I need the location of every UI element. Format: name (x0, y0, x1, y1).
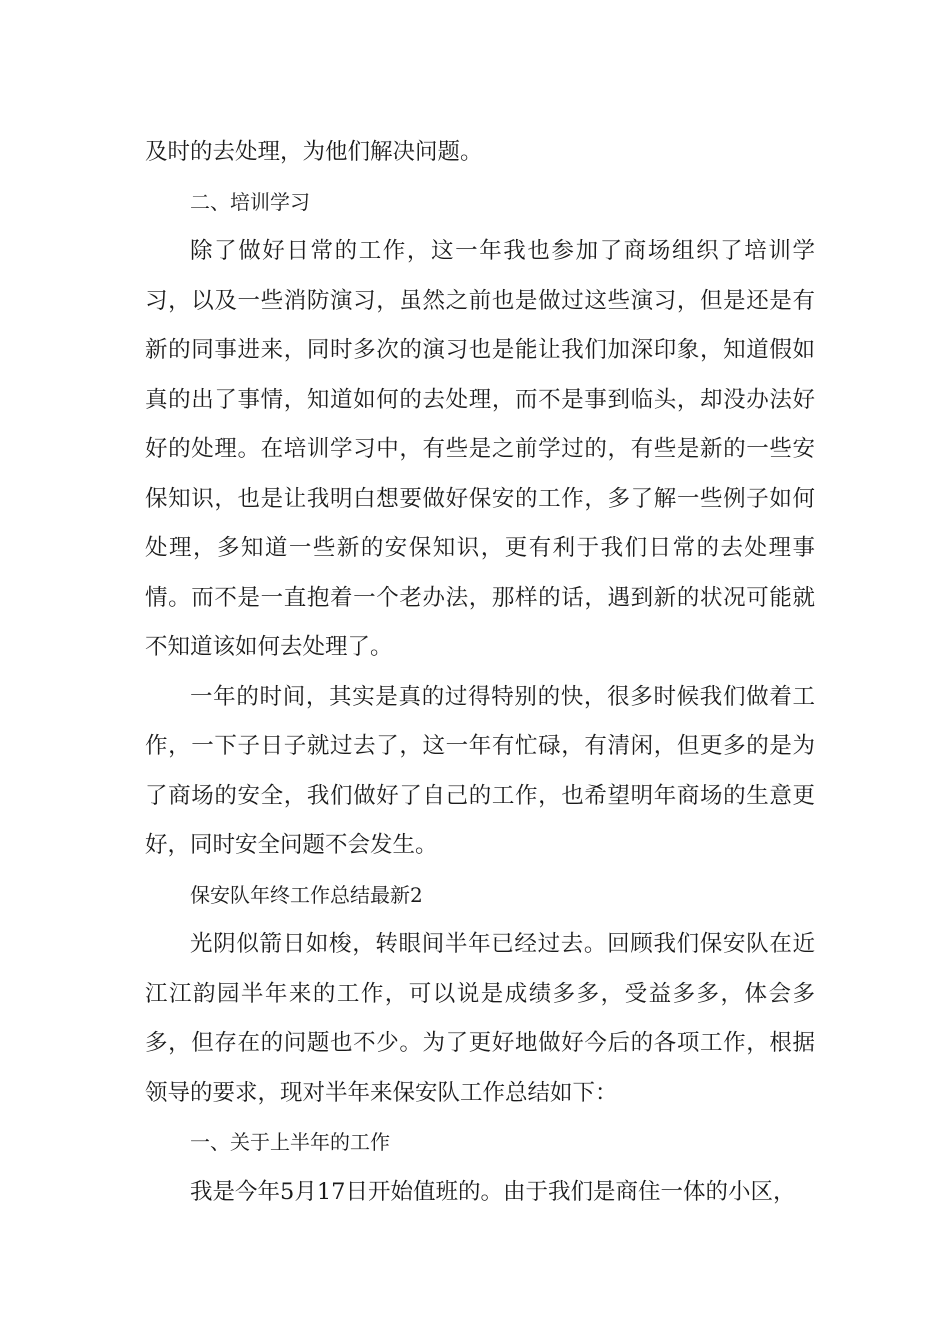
paragraph-duty-start: 我是今年5月17日开始值班的。由于我们是商住一体的小区， (190, 1178, 796, 1205)
paragraph-continuation: 及时的去处理，为他们解决问题。 (145, 139, 483, 165)
paragraph-year-summary: 一年的时间，其实是真的过得特别的快，很多时候我们做着工作，一下子日子就过去了，这一年有忙碌，有清闲，但更多的是为了商场的安全，我们做好了自己的工作，也希望明年商场的生意更好，同时安全问题不会发生。 (145, 683, 815, 858)
section-heading-first-half: 一、关于上半年的工作 (190, 1130, 390, 1154)
paragraph-half-year-intro: 光阴似箭日如梭，转眼间半年已经过去。回顾我们保安队在近江江韵园半年来的工作，可以说是成绩多多，受益多多，体会多多，但存在的问题也不少。为了更好地做好今后的各项工作，根据领导的要求，现对半年来保安队工作总结如下： (145, 931, 815, 1106)
document-body (145, 128, 815, 1217)
paragraph-training: 除了做好日常的工作，这一年我也参加了商场组织了培训学习，以及一些消防演习，虽然之前也是做过这些演习，但是还是有新的同事进来，同时多次的演习也是能让我们加深印象，知道假如真的出了事情，知道如何的去处理，而不是事到临头，却没办法好好的处理。在培训学习中，有些是之前学过的，有些是新的一些安保知识，也是让我明白想要做好保安的工作，多了解一些例子如何处理，多知道一些新的安保知识，更有利于我们日常的去处理事情。而不是一直抱着一个老办法，那样的话，遇到新的状况可能就不知道该如何去处理了。 (145, 238, 815, 660)
section-heading-training: 二、培训学习 (190, 189, 310, 214)
document-subtitle: 保安队年终工作总结最新2 (190, 882, 423, 907)
